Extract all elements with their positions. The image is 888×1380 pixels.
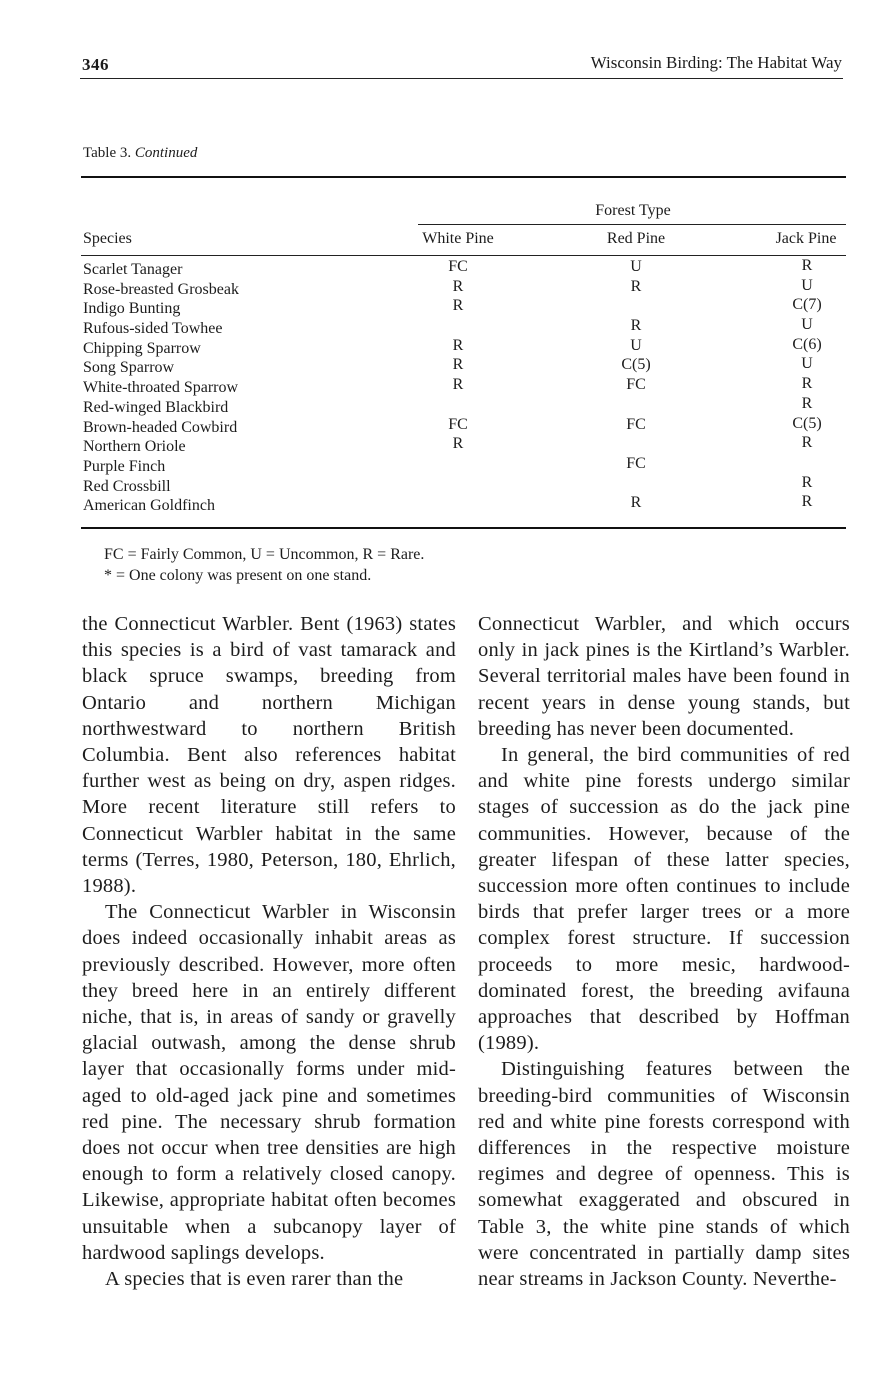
jack-pine-cell: C(7) bbox=[792, 296, 822, 314]
page-number: 346 bbox=[82, 55, 109, 74]
table-note-legend: FC = Fairly Common, U = Uncommon, R = Rare. bbox=[104, 546, 425, 563]
white-pine-cell: FC bbox=[448, 415, 468, 433]
white-pine-cell: R bbox=[452, 336, 464, 354]
red-pine-cell: U bbox=[630, 258, 642, 275]
red-pine-cell: R bbox=[630, 494, 642, 512]
species-cell: Red-winged Blackbird bbox=[83, 398, 229, 416]
body-paragraph: Distinguishing features between the breeding-bird communities of Wisconsin red and white pine forests correspond with differences in the respective moisture regimes and degree of openness. This is somewhat exaggerated and obscured in Table 3, the white pine stands of which were concentrated in partially damp sites near streams in Jackson County. Neverthe- bbox=[478, 1058, 850, 1291]
table-row bbox=[82, 473, 848, 497]
species-cell: Purple Finch bbox=[83, 457, 166, 475]
table-row bbox=[82, 375, 848, 398]
table-body bbox=[82, 257, 848, 516]
forest-type-rule bbox=[418, 224, 846, 225]
jack-pine-cell: R bbox=[801, 493, 813, 511]
col-header-red-pine: Red Pine bbox=[606, 230, 666, 247]
red-pine-cell: C(5) bbox=[621, 356, 651, 374]
red-pine-cell: U bbox=[630, 336, 642, 354]
table-header-rule bbox=[81, 255, 846, 256]
species-cell: Scarlet Tanager bbox=[83, 261, 183, 278]
jack-pine-cell: C(5) bbox=[792, 414, 822, 432]
table-caption-continued: Continued bbox=[134, 145, 198, 161]
red-pine-cell: FC bbox=[626, 376, 646, 394]
forest-type-header: Forest Type bbox=[595, 202, 671, 219]
body-paragraph: the Connecticut Warbler. Bent (1963) states this species is a bird of vast tamarack and black spruce swamps, breeding from Ontario and northern Michigan northwestward to northern British Columbia. Bent also references habitat further west as being on dry, aspen ridges. More recent literature still refers to Connecticut Warbler habitat in the same terms (Terres, 1980, Peterson, 180, Ehrlich, 1988). bbox=[82, 613, 456, 898]
white-pine-cell: R bbox=[452, 435, 464, 453]
col-header-jack-pine: Jack Pine bbox=[775, 230, 837, 247]
white-pine-cell: R bbox=[452, 356, 464, 374]
table-row bbox=[82, 296, 848, 319]
table-bottom-rule bbox=[81, 527, 846, 529]
species-cell: White-throated Sparrow bbox=[83, 379, 239, 397]
header-rule bbox=[80, 78, 843, 79]
jack-pine-cell: R bbox=[801, 375, 813, 393]
red-pine-cell: R bbox=[630, 317, 642, 335]
running-head: Wisconsin Birding: The Habitat Way bbox=[590, 53, 842, 72]
red-pine-cell: FC bbox=[626, 415, 646, 433]
species-cell: Chipping Sparrow bbox=[83, 339, 201, 357]
table-top-rule bbox=[81, 176, 846, 178]
body-left-column bbox=[82, 611, 456, 1292]
body-paragraph: In general, the bird communities of red and white pine forests undergo similar stages of succession as do the jack pine communities. However, because of the greater lifespan of these latter species, succession more often continues to include birds that prefer larger trees or a more complex forest structure. If succession proceeds to more mesic, hardwood-dominated forest, the breeding avifauna approaches that described by Hoffman (1989). bbox=[478, 744, 850, 1055]
body-right-column bbox=[478, 611, 850, 1292]
species-cell: Song Sparrow bbox=[83, 359, 175, 377]
table-row bbox=[82, 434, 848, 457]
jack-pine-cell: R bbox=[801, 257, 813, 274]
jack-pine-cell: U bbox=[801, 355, 813, 373]
body-paragraph: Connecticut Warbler, and which occurs only in jack pines is the Kirtland’s Warbler. Several territorial males have been found in recent years in dense young stands, but breeding has never been documented. bbox=[478, 613, 850, 740]
col-header-species: Species bbox=[83, 230, 132, 247]
white-pine-cell: R bbox=[452, 277, 464, 295]
red-pine-cell: FC bbox=[626, 454, 646, 472]
jack-pine-cell: R bbox=[801, 434, 813, 452]
white-pine-cell: R bbox=[452, 297, 464, 315]
table-caption-label: Table 3. bbox=[83, 145, 132, 161]
table-notes bbox=[104, 544, 424, 586]
table-row bbox=[82, 493, 848, 516]
species-cell: Brown-headed Cowbird bbox=[83, 418, 238, 436]
table-caption bbox=[83, 145, 197, 162]
white-pine-cell: R bbox=[452, 376, 464, 394]
table-row bbox=[82, 454, 848, 477]
jack-pine-cell: C(6) bbox=[792, 335, 822, 353]
species-cell: Rufous-sided Towhee bbox=[83, 320, 223, 338]
species-cell: American Goldfinch bbox=[83, 497, 215, 515]
body-paragraph: The Connecticut Warbler in Wisconsin does indeed occasionally inhabit areas as previously described. However, more often they breed here in an entirely different niche, that is, in areas of sandy or gravelly glacial outwash, among the dense shrub layer that occasionally forms under mid-aged to old-aged jack pine and sometimes red pine. The necessary shrub formation does not occur when tree densities are high enough to form a relatively closed canopy. Likewise, appropriate habitat often becomes unsuitable when a subcanopy layer of hardwood saplings develops. bbox=[82, 901, 456, 1264]
table-note-colony: * = One colony was present on one stand. bbox=[104, 567, 372, 584]
white-pine-cell: FC bbox=[448, 258, 468, 275]
jack-pine-cell: U bbox=[801, 276, 813, 294]
body-paragraph: A species that is even rarer than the bbox=[105, 1268, 404, 1291]
species-cell: Rose-breasted Grosbeak bbox=[83, 280, 239, 298]
jack-pine-cell: R bbox=[801, 394, 813, 412]
species-cell: Red Crossbill bbox=[83, 477, 171, 495]
red-pine-cell: R bbox=[630, 277, 642, 295]
col-header-white-pine: White Pine bbox=[422, 230, 494, 247]
jack-pine-cell: R bbox=[801, 473, 813, 491]
species-cell: Indigo Bunting bbox=[83, 300, 181, 318]
jack-pine-cell: U bbox=[801, 316, 813, 334]
species-cell: Northern Oriole bbox=[83, 438, 186, 456]
